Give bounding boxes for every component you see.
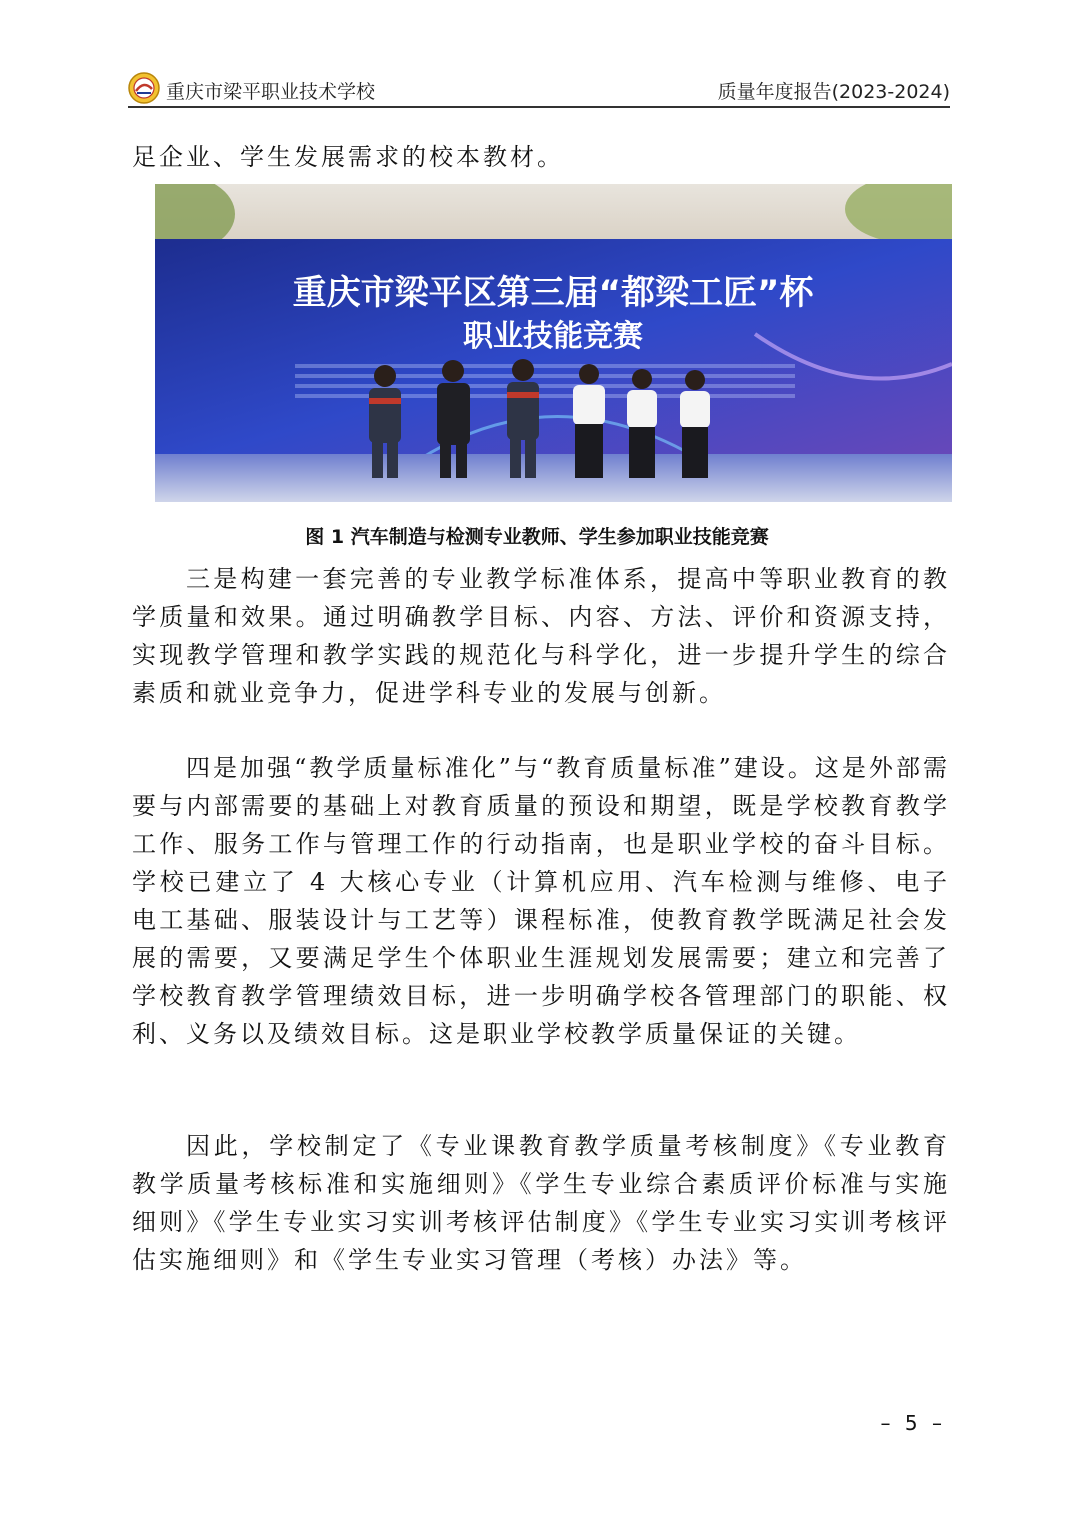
banner-title-line2: 职业技能竞赛 [463,319,643,354]
competition-photo-graphic [155,184,952,502]
paragraph-3: 因此，学校制定了《专业课教育教学质量考核制度》《专业教育教学质量考核标准和实施细则》《学生专业综合素质评价标准与实施细则》《学生专业实习实训考核评估制度》《学生专业实习实训考核评估实施细则》和《学生专业实习管理（考核）办法》等。 [132,1132,950,1274]
figure-caption: 图 1 汽车制造与检测专业教师、学生参加职业技能竞赛 [305,526,769,548]
competition-photo [155,184,952,502]
school-logo-icon [128,72,160,104]
page-number: – 5 – [880,1411,946,1435]
paragraph-2: 四是加强“教学质量标准化”与“教育质量标准”建设。这是外部需要与内部需要的基础上对教育质量的预设和期望，既是学校教育教学工作、服务工作与管理工作的行动指南，也是职业学校的奋斗目标。学校已建立了 4 大核心专业（计算机应用、汽车检测与维修、电子电工基础、服装设计与工艺等）课程标准，使教育教学既满足社会发展的需要，又要满足学生个体职业生涯规划发展需要；建立和完善了学校教育教学管理绩效目标，进一步明确学校各管理部门的职能、权利、义务以及绩效目标。这是职业学校教学质量保证的关键。 [132,754,950,1048]
paragraph-1: 三是构建一套完善的专业教学标准体系，提高中等职业教育的教学质量和效果。通过明确教学目标、内容、方法、评价和资源支持，实现教学管理和教学实践的规范化与科学化，进一步提升学生的综合素质和就业竞争力，促进学科专业的发展与创新。 [132,565,950,707]
header-divider [128,106,950,108]
page-header [128,72,950,106]
report-title: 质量年度报告(2023-2024) [717,81,950,103]
school-name: 重庆市梁平职业技术学校 [166,81,376,103]
banner-title-line1: 重庆市梁平区第三届“都梁工匠”杯 [292,273,814,313]
intro-line: 足企业、学生发展需求的校本教材。 [132,143,564,171]
